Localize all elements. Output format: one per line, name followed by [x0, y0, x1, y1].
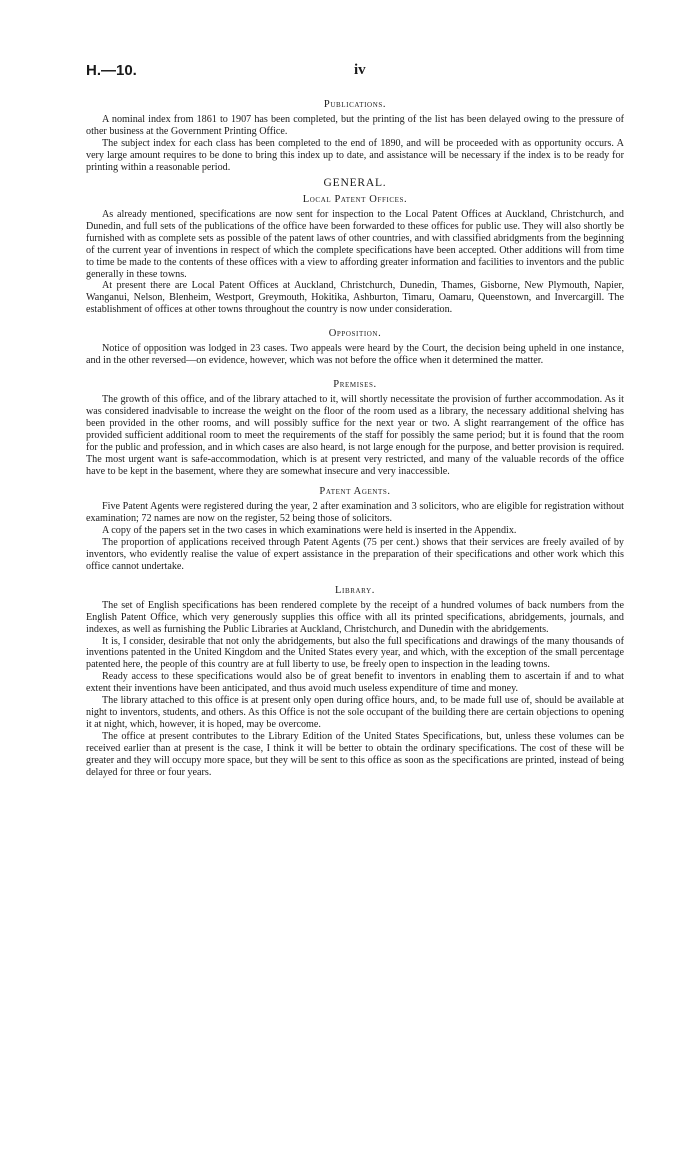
section-heading-premises: Premises. [333, 379, 377, 391]
section-heading-patent-agents: Patent Agents. [319, 485, 391, 497]
paragraph: At present there are Local Patent Offices at Auckland, Christchurch, Dunedin, Thames, Gisborne, New Plymouth, Napier, Wanganui, Nelson, Blenheim, Westport, Greymouth, Hokitika, Ashburton, Timaru, Oamaru, Queenstown, and Invercargill. The establishment of offices at other towns throughout the country is now under consideration. [86, 280, 624, 316]
document-id: H.—10. [86, 62, 137, 79]
paragraph: Ready access to these specifications would also be of great benefit to inventors in enabling them to ascertain if and to what extent their inventions have been anticipated, and thus avoid much useless expenditure of time and money. [86, 671, 624, 695]
page-header [86, 62, 624, 84]
paragraph: The set of English specifications has been rendered complete by the receipt of a hundred volumes of back numbers from the English Patent Office, which very generously supplies this office with all its printed specifications, abridgements, journals, and indexes, as well as furnishing the Public Libraries at Auckland, Christchurch, and Dunedin with the abridgements. [86, 599, 624, 635]
paragraph: A copy of the papers set in the two cases in which examinations were held is inserted in the Appendix. [102, 524, 517, 536]
section-heading-library: Library. [335, 584, 375, 596]
paragraph: Notice of opposition was lodged in 23 cases. Two appeals were heard by the Court, the decision being upheld in one instance, and in the other reversed—on evidence, however, which was not before the office when it determined the matter. [86, 343, 624, 367]
paragraph: A nominal index from 1861 to 1907 has been completed, but the printing of the list has been delayed owing to the pressure of other business at the Government Printing Office. [86, 114, 624, 137]
document-page [86, 62, 624, 779]
paragraph: Five Patent Agents were registered during the year, 2 after examination and 3 solicitors, who are eligible for registration without examination; 72 names are now on the register, 52 being those of solicitors. [86, 500, 624, 524]
section-heading-local-patent-offices: Local Patent Offices. [302, 193, 408, 205]
section-heading-publications: Publications. [323, 99, 387, 110]
section-heading-opposition: Opposition. [328, 328, 382, 340]
paragraph: As already mentioned, specifications are now sent for inspection to the Local Patent Offices at Auckland, Christchurch, and Dunedin, and full sets of the publications of the office have been forwarded to these offices for public use. They will also shortly be furnished with as complete sets as possible of the patent laws of other countries, and with classified abridgments from the beginning of the current year of inventions in respect of which the complete specifications have been accepted. Other additions will from time to time be made to the contents of these offices with a view to affording greater information and facilities to inventors and the public generally in these towns. [86, 208, 624, 280]
paragraph: It is, I consider, desirable that not only the abridgements, but also the full specifications and drawings of the many thousands of inventions patented in the United Kingdom and the United States every year, and which, with the exception of the small percentage patented here, the people of this country are at full liberty to use, be freely open to inspection in the leading towns. [86, 635, 624, 671]
page-number: iv [354, 62, 366, 78]
section-heading-general: GENERAL. [323, 176, 387, 189]
paragraph: The proportion of applications received through Patent Agents (75 per cent.) shows that their services are freely availed of by inventors, who evidently realise the value of expert assistance in the preparation of their specifications and other work which this office cannot undertake. [86, 536, 624, 572]
paragraph: The growth of this office, and of the library attached to it, will shortly necessitate the provision of further accommodation. As it was considered inadvisable to increase the weight on the floor of the room used as a library, the necessary additional shelving has been provided in the other rooms, and will possibly suffice for the next year or two. A slight rearrangement of the office has provided sufficient additional room to meet the requirements of the staff for possibly the same period; but it is found that the room for the public and profession, and in which cases are also heard, is not large enough for the purpose, and better provision is required. The most urgent want is safe-accommodation, which is at present very restricted, and many of the valuable records of the office have to be kept in the basement, where they are somewhat insecure and very inaccessible. [86, 394, 624, 477]
paragraph: The subject index for each class has been completed to the end of 1890, and will be proceeded with as opportunity occurs. A very large amount requires to be done to bring this index up to date, and assistance will be necessary if the index is to be ready for printing within a reasonable period. [86, 137, 624, 173]
paragraph: The library attached to this office is at present only open during office hours, and, to be made full use of, should be available at night to inventors, students, and others. As this Office is not the sole occupant of the building there are certain objections to opening it at night, which, however, it is hoped, may be overcome. [86, 695, 624, 731]
paragraph: The office at present contributes to the Library Edition of the United States Specifications, but, unless these volumes can be received earlier than at present is the case, I think it will be better to obtain the ordinary specifications. The cost of these will be greater and they will occupy more space, but they will be sent to this office as soon as the specifications are printed, instead of being delayed for three or four years. [86, 731, 624, 778]
